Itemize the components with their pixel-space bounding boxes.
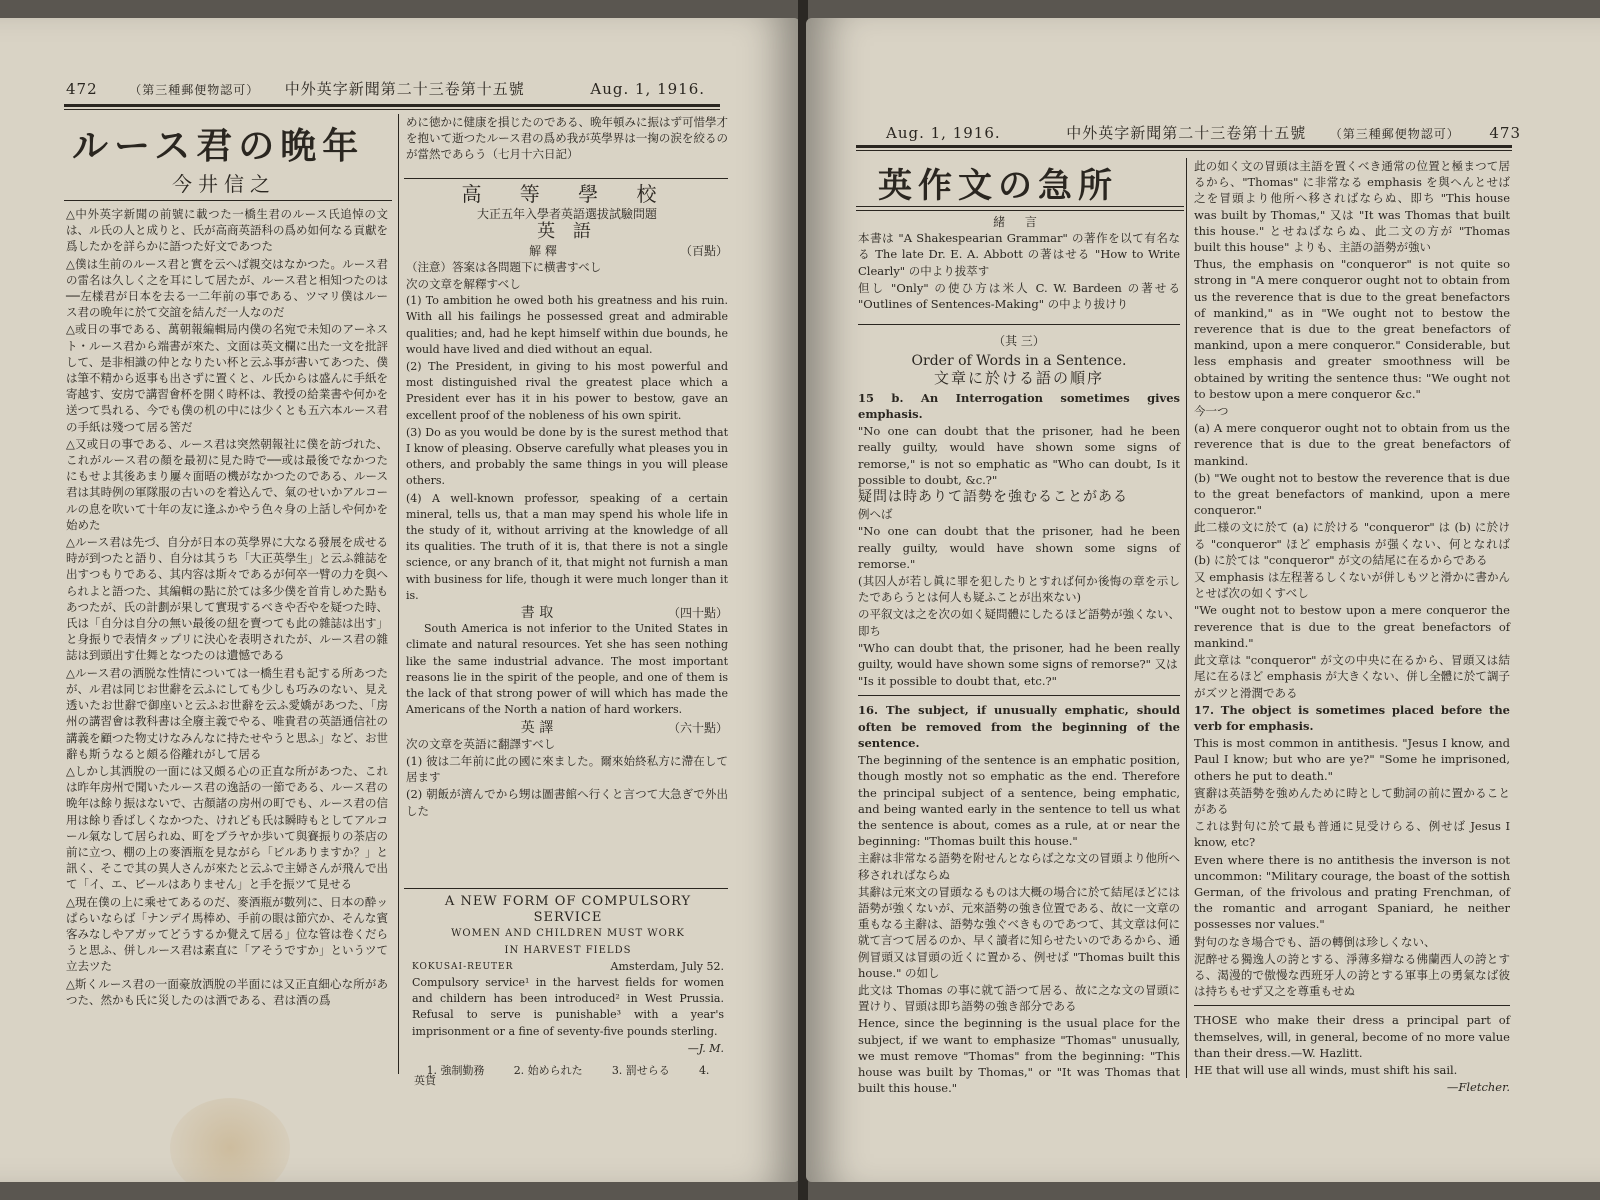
part-points: （百點） <box>679 243 728 258</box>
column-divider <box>398 114 399 1074</box>
article-paragraph: △中外英字新聞の前號に載つた一橋生君のルース氏追悼の文は、ル氏の人と成りと、氏が高商英語科の爲め如何なる貢獻を爲したかを詳らかに語つた好文であつた <box>66 207 388 254</box>
col-right <box>1194 158 1510 1095</box>
paragraph: "No one can doubt that the prisoner, had he been really guilty, would have shown some signs of remorse," is not so emphatic as "Who can doubt, Is it possible to doubt, &c.?" <box>858 424 1180 487</box>
exam-question: (4) A well-known professor, speaking of a certain mineral, tells us, that a man may spend his whole life in the study of it, without arriving at the knowledge of all its qualities. The truth of it is, that there is not a single science, or any branch of it, that might not furnish a man with business for life, though it were much longer than it is. <box>406 491 728 602</box>
series-title: 英作文の急所 <box>878 166 1118 206</box>
title-rule <box>64 200 392 201</box>
paragraph: の平叙文は之を次の如く疑問體にしたるほど語勢が強くない、即ち <box>858 607 1180 638</box>
news-rule <box>404 888 728 889</box>
quote: THOSE who make their dress a principal part of themselves, will, in general, become of no more value than their dress.—W. Hazlitt. <box>1194 1013 1510 1060</box>
paragraph: The beginning of the sentence is an emphatic position, though mostly not so emphatic as the end. Therefore the principal subject of a sentence, being emphatic, and being wanted early in the sentence to tell us what the sentence is about, comes as a rule, at or near the beginning: "Thomas built this house." <box>858 753 1180 849</box>
issue-date: Aug. 1, 1916. <box>590 80 706 98</box>
title-rule <box>856 206 1184 207</box>
paragraph: 此の如く文の冒頭は主語を置くべき通常の位置と極まつて居るから、"Thomas" に非常なる emphasis を與へんとせば之を冒頭より他所へ移さればならぬ、即ち "This house was built by Thomas," 又は "It was Thomas that built this house." とせねばならぬ、此二文の方が "Thomas built this house" よりも、主語の語勢が強い <box>1194 159 1510 255</box>
article-paragraph: △ルース君の洒脱な性情については一橋生君も記する所あつたが、ル君は同じお世辭を云ふにしても少しも巧みのない、見え透いたお世辭で御座いと云ふお世辭を云ふ愛嬌があつた、「房州の講習會は教科書は全廢主義でやる、唯貴君の英語通信社の講義を顧つた物丈けなみんなに持たせやうと思ふ」など、お世辭も斯うなると頗る俗離れがして居る <box>66 665 388 761</box>
issue-date: Aug. 1, 1916. <box>886 124 1001 142</box>
intro-text: 但し "Only" の使ひ方は米人 C. W. Bardeen の著せる "Outlines of Sentences-Making" の中より拔けり <box>858 280 1180 312</box>
news-subtitle: IN HARVEST FIELDS <box>504 944 632 956</box>
paragraph: "We ought not to bestow upon a mere conqueror the reverence that is due to the great benefactors of mankind." <box>1194 603 1510 650</box>
news-dateline: Amsterdam, July 52. <box>610 959 724 973</box>
permit-note: （第三種郵便物認可） <box>1329 127 1460 141</box>
paragraph: "No one can doubt that the prisoner, had he been really guilty, would have shown some signs of remorse." <box>858 524 1180 571</box>
title-rule-2 <box>856 210 1184 211</box>
part-header <box>406 720 728 736</box>
paragraph: 今一つ <box>1194 404 1229 419</box>
news-dateline-row <box>412 959 724 975</box>
article-paragraph: △又或日の事である、ルース君は突然朝報社に僕を訪づれた、これがルース君の顏を最初に見た時で──或は最後でなかつたにもせよ其後あまり屢々面晤の機がなかつたのである、ルース君は其時例の軍隊服の古いのを着込んで、氣のせいかアルコールの息を吹いて十年の友に逢ふかやう色々身の上話しや何かを始めた <box>66 436 388 532</box>
exam-subject: 英 語 <box>537 221 597 243</box>
header-rule-thin <box>856 150 1512 151</box>
left-page <box>0 18 800 1182</box>
section-rule <box>858 695 1180 696</box>
translation-item: (2) 朝飯が濟んでから甥は圖書館へ行くと言つて大急ぎで外出した <box>406 787 728 818</box>
news-source: KOKUSAI-REUTER <box>412 961 514 972</box>
article-paragraph: △現在僕の上に乘せてあるのだ、麥酒瓶が數列に、日本の酔ッぱらいならば「ナンデイ馬棒め、手前の眼は節穴か、そんな賓客みなしやアガッてどうするか覺えて居る」位な管は卷くだらうと思ふ、併しルース君は素直に「アそうですか」というツて立去ツた <box>66 894 388 974</box>
exam-question: (2) The President, in giving to his most powerful and most distinguished rival the greatest place which a President ever has it in his power to bestow, gave an excellent proof of the nobleness of his own spirit. <box>406 360 728 422</box>
paragraph: 此文は Thomas の事に就て語つて居る、故に之な文の冒頭に置けり、冒頭は即ち語勢の強き部分である <box>858 982 1180 1014</box>
exam-section <box>406 182 728 820</box>
paragraph: 例へば <box>858 507 893 522</box>
permit-note: （第三種郵便物認可） <box>129 83 260 97</box>
article-body <box>66 206 388 1009</box>
paragraph: 泥醉せる獨逸人の誇とする、淨薄多辯なる佛蘭西人の誇とする、渴漫的で傲慢な西班牙人の誇とする軍事上の勇氣なば彼は持ちもせず又之を尊重もせぬ <box>1194 951 1510 999</box>
intro-text: 本書は "A Shakespearian Grammar" の著作を以て有名なる The late Dr. E. A. Abbott の著はせる "How to Write Clearly" の中より拔萃す <box>858 231 1180 278</box>
article-title: ルース君の晩年 <box>72 125 365 167</box>
exam-subtitle: 大正五年入學者英語選拔試驗問題 <box>476 207 657 222</box>
paragraph: (其囚人が若し眞に罪を犯したりとすれば何か後悔の章を示したであらうとは何人も疑ふことが出來ない) <box>858 574 1180 605</box>
exam-instruction: 次の文章を解釋すべし <box>406 277 521 292</box>
quote-signature: —Fletcher. <box>1446 1080 1510 1095</box>
paragraph: (b) "We ought not to bestow the reverence that is due to the great benefactors of mankind, upon a mere conqueror." <box>1194 470 1510 518</box>
header-rule-thin <box>64 109 720 110</box>
part-header <box>406 243 728 259</box>
part-label: 書 取 <box>520 605 554 622</box>
rule-heading: 15 b. An Interrogation sometimes gives emphasis. <box>858 390 1180 422</box>
journal-name: 中外英字新聞第二十三卷第十五號 <box>284 80 525 98</box>
part-label: （其 三） <box>993 334 1045 349</box>
right-header <box>886 122 1521 143</box>
paper-stain <box>170 1098 290 1182</box>
intro-head: 緒 言 <box>993 215 1045 229</box>
exam-question: (3) Do as you would be done by is the surest method that I know of pleasing. Observe carefully what pleases you in others, and probably the same things in you will please others. <box>406 425 728 488</box>
part-title-en: Order of Words in a Sentence. <box>911 353 1127 370</box>
exam-note: （注意）答案は各問題下に横書すべし <box>406 259 602 274</box>
paragraph: 賓辭は英語勢を強めんために時として動詞の前に置かることがある <box>1194 785 1510 816</box>
paragraph: Hence, since the beginning is the usual place for the subject, if we want to emphasize "Thomas" unusually, we must remove "Thomas" from the beginning: "This house was built by Thomas," or "It was Thomas that built this house." <box>858 1016 1180 1096</box>
part-header <box>406 605 728 621</box>
part-points: （六十點） <box>667 720 728 735</box>
left-header <box>66 78 705 99</box>
paragraph: 又 emphasis は左程著るしくないが併しもツと滑かに書かんとせば次の如くすべし <box>1194 570 1510 601</box>
paragraph: 對句のなき場合でも、語の轉倒は珍しくない、 <box>1194 934 1436 949</box>
part-points: （四十點） <box>667 606 728 621</box>
footnote: 2. 始められた <box>513 1064 583 1078</box>
exam-title: 高 等 學 校 <box>461 182 673 206</box>
header-rule <box>856 145 1512 148</box>
footnote: 3. 罰せらる <box>611 1064 670 1078</box>
col-left <box>858 214 1180 1097</box>
article-author: 今井信之 <box>172 172 276 196</box>
paragraph: 此文章は "conqueror" が文の中央に在るから、冒頭又は結尾に在るほど emphasis が大きくない、併し全體に於て調子がズツと滑潤である <box>1194 653 1510 700</box>
footer-word: 英貨 <box>414 1074 436 1087</box>
page-number: 473 <box>1489 124 1522 142</box>
part-title-jp: 文章に於ける語の順序 <box>933 368 1104 387</box>
paragraph: Thus, the emphasis on "conqueror" is not quite so strong in "A mere conqueror ought not to obtain from us the reverence that is due to the great benefactors of mankind," as in "We ought not to bestow the reverence that is due to the great benefactors of mankind, upon a mere conqueror." Considerable, but less emphasis and greater smoothness will be obtained by writing the sentence thus: "We ought not to bestow upon a mere conqueror &c." <box>1194 257 1510 401</box>
news-signature: —J. M. <box>687 1041 724 1055</box>
jp-heading: 疑問は時ありて語勢を強むることがある <box>858 489 1128 506</box>
quote: HE that will use all winds, must shift his sail. <box>1194 1062 1458 1077</box>
news-section <box>412 894 724 1079</box>
article-paragraph: △しかし其洒脫の一面には又頗る心の正直な所があつた、これは昨年房州で聞いたルース君の逸話の一節である、ルース君の晩年は餘り振はないで、古顏諸の房州の町でも、ルース君の信用は餘り香ばしくなかつた、けれども氏は瞬時もとしてアルコール氣なして居られぬ、町をブラヤか歩いて與賽振りの茶店の前に立つ、棚の上の麥酒瓶を見ながら「ビルありますか？」と訊く、そこで其の異人さんが來たと云ふで主婦さんが飛んで出て「イ、エ、ビールはありません」と手を振ツて見せる <box>66 763 388 892</box>
continuation-text: めに徳かに健康を損じたのである、晩年頓みに振はず可惜學才を抱いて逝つたルース君の爲め我が英學界は一掬の涙を絞るのが當然であらう（七月十六日記） <box>406 115 728 162</box>
rule-heading: 17. The object is sometimes placed before the verb for emphasis. <box>1194 702 1510 733</box>
footnote: 4. <box>698 1064 710 1078</box>
article-continuation <box>406 114 728 164</box>
paragraph: "Who can doubt that, the prisoner, had he been really guilty, would have shown some signs of remorse?" 又は <box>858 640 1180 672</box>
paragraph: 此二様の文に於て (a) に於ける "conqueror" は (b) に於ける "conqueror" ほど emphasis が强くない、何となれば (b) に於ては "conqueror" が文の結尾に在るからである <box>1194 520 1510 567</box>
footnote: 1. 強制勤務 <box>426 1064 485 1078</box>
intro-rule <box>858 324 1180 325</box>
news-title: A NEW FORM OF COMPULSORY SERVICE <box>444 894 692 926</box>
article-paragraph: △ルース君は先づ、自分が日本の英學界に大なる發展を成せる時が到つたと語り、自分は其うち「大正英學生」と云ふ雜誌を出すつもりである、其内容は斯々であるが何卒一臂の力を與へられよと語つた、其編輯の點に於ては多少僕を首肯しめた點もあつたが、氏の計劃が果して實現するべきや否やを疑つた時、氏は「自分は自分の無い最後の紐を賣つても此の雜誌は出す」と身振りで表情タップリに決心を表明されたが、ルース君の雜誌は到頭出す仕舞となつたのは遺憾である <box>66 535 388 663</box>
translation-item: (1) 彼は二年前に此の國に來ました。爾來始終私方に滯在して居ます <box>406 753 728 785</box>
news-footnotes <box>412 1063 724 1079</box>
paragraph: 主辭は非常なる語勢を附せんとならば之な文の冒頭より他所へ移されればならぬ <box>858 851 1180 882</box>
header-rule <box>64 104 720 107</box>
translation-instruction: 次の文章を英語に翻譯すべし <box>406 736 556 751</box>
rule-heading: 16. The subject, if unusually emphatic, should often be removed from the beginning of the sentence. <box>858 703 1180 750</box>
paragraph: Even where there is no antithesis the inverson is not uncommon: "Military courage, the boast of the sottish German, of the frivolous and prating Frenchman, of the romantic and arrogant Spaniard, he neither possesses nor values." <box>1194 852 1510 932</box>
paragraph: 其辭は元來文の冒頭なるものは大概の場合に於て結尾ほどには語勢が強くないが、元來語勢の強き位置である、故に一文章の重もなる主辭は、語勢な強ぐべきものであつて、其文章は何に就て言つて居るのか、早く讀者に知らせたいのであるから、通例冒頭又は冒頭の近くに置かる、例せば "Thomas built this house." の如し <box>858 884 1180 980</box>
exam-question: (1) To ambition he owed both his greatness and his ruin. With all his failings he possessed great and admirable qualities; and, had he kept himself within due bounds, he would have lived and died without an equal. <box>406 294 728 356</box>
part-label: 解 釋 <box>529 243 557 258</box>
part-label: 英 譯 <box>520 719 554 736</box>
journal-name: 中外英字新聞第二十三卷第十五號 <box>1066 124 1307 142</box>
news-body: Compulsory service¹ in the harvest fields for women and childern has been introduced² in West Prussia. Refusal to serve is punishable³ with a year's imprisonment or a fine of seventy-five pounds sterling. <box>412 976 724 1038</box>
paragraph: (a) A mere conqueror ought not to obtain from us the reverence that is due to the great benefactors of mankind. <box>1194 421 1510 468</box>
page-number: 472 <box>66 80 98 98</box>
paragraph: これは對句に於て最も普通に見受けらる、例せば Jesus I know, etc? <box>1194 819 1510 850</box>
article-paragraph: △或日の事である、萬朝報編輯局内僕の名宛で未知のアーネスト・ルース君から端書が來た、文面は英文欄に出た一文を批評して、是非相識の仲となりたい杯と云ふ事が書いてあつた、僕は筆不精から返事も出さずに置くと、ル氏からは盛んに手紙を寄越す、安房で講習會杯を開く時杯は、教授の給業書や何かを送つて呉れる、今でも僕の机の中には少くとも五六本ルース君の手紙は殘つて居る筈だ <box>66 322 388 434</box>
quote-rule <box>1194 1005 1510 1006</box>
news-subtitle: WOMEN AND CHILDREN MUST WORK <box>451 928 685 940</box>
paragraph: "Is it possible to doubt that, etc.?" <box>858 674 1057 689</box>
article-paragraph: △斯くルース君の一面豪放洒脫の半面には又正直細心な所があつた、然かも氏に災したのは酒である、君は酒の爲 <box>66 976 388 1007</box>
section-rule <box>404 178 728 179</box>
right-page <box>806 18 1600 1182</box>
article-paragraph: △僕は生前のルース君と實を云へば親交はなかつた。ルース君の雷名は久しく之を耳にして居たが、ルース君と相知つたのは──左樣君が日本を去る一二年前の事である、ツマリ僕はルース君の晩年に於て交誼を結んだ一人なのだ <box>66 256 388 320</box>
column-divider <box>1186 158 1187 1078</box>
paragraph: This is most common in antithesis. "Jesus I know, and Paul I know; but who are ye?" "Some he imprisoned, others he put to death." <box>1194 736 1510 783</box>
dictation-text: South America is not inferior to the United States in climate and natural resources. Yet she has seen nothing like the same industrial advance. The most important reasons lie in the spirit of the people, and one of them is the lack of that strong power of will which has made the Americans of the North a nation of hard workers. <box>406 622 728 717</box>
